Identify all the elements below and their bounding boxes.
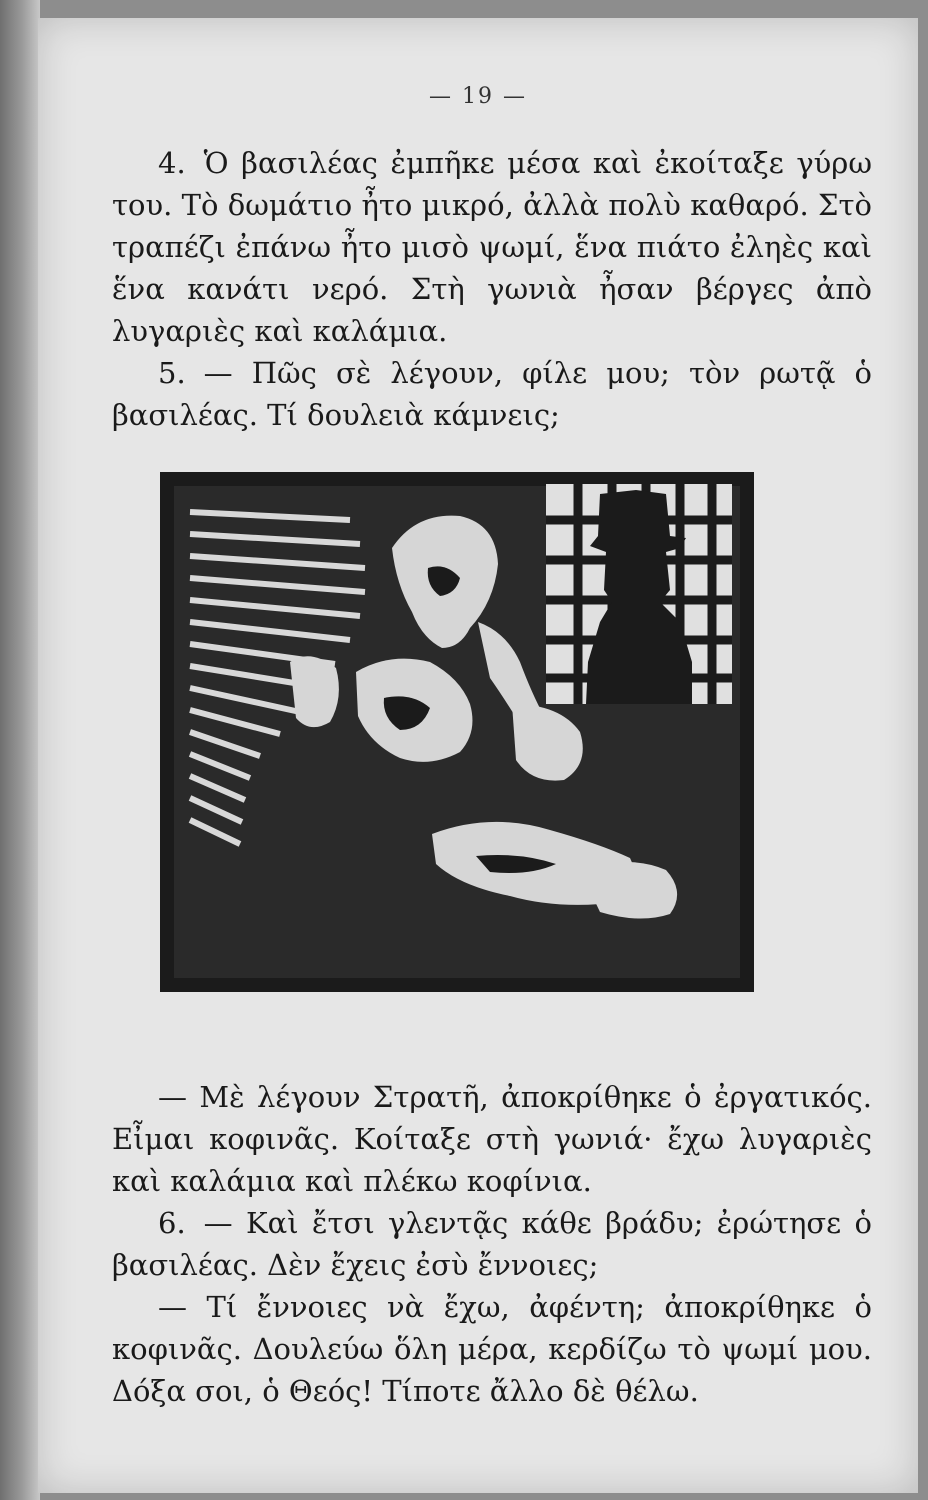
paragraph-reply	[112, 1076, 872, 1202]
paragraph-number: 4.	[158, 146, 186, 180]
paragraph-text: — Μὲ λέγουν Στρατῆ, ἀποκρίθηκε ὁ ἐργατικός. Εἶμαι κοφινᾶς. Κοίταξε στὴ γωνιά· ἔχω λυγαριὲς καὶ καλάμια καὶ πλέκω κοφίνια.	[112, 1080, 872, 1198]
paragraph-4	[112, 142, 872, 352]
paragraph-6	[112, 1202, 872, 1286]
paragraph-number: 5.	[158, 356, 186, 390]
text-block-top	[112, 142, 872, 436]
paragraph-text: — Καὶ ἔτσι γλεντᾷς κάθε βράδυ; ἐρώτησε ὁ βασιλέας. Δὲν ἔχεις ἐσὺ ἔννοιες;	[112, 1206, 872, 1282]
page-number: — 19 —	[429, 84, 527, 109]
woodcut-illustration	[160, 472, 754, 992]
book-page	[38, 18, 918, 1493]
paragraph-text: — Τί ἔννοιες νὰ ἔχω, ἀφέντη; ἀποκρίθηκε ὁ κοφινᾶς. Δουλεύω ὅλη μέρα, κερδίζω τὸ ψωμί μου. Δόξα σοι, ὁ Θεός! Τίποτε ἄλλο δὲ θέλω.	[112, 1290, 872, 1408]
paragraph-reply-2	[112, 1286, 872, 1412]
book-spine-shadow	[0, 0, 40, 1500]
text-block-bottom	[112, 1076, 872, 1412]
paragraph-text: Ὁ βασιλέας ἐμπῆκε μέσα καὶ ἐκοίταξε γύρω του. Τὸ δωμάτιο ἦτο μικρό, ἀλλὰ πολὺ καθαρό. Στὸ τραπέζι ἐπάνω ἦτο μισὸ ψωμί, ἕνα πιάτο ἐληὲς καὶ ἕνα κανάτι νερό. Στὴ γωνιὰ ἦσαν βέργες ἀπὸ λυγαριὲς καὶ καλάμια.	[112, 146, 872, 348]
paragraph-text: — Πῶς σὲ λέγουν, φίλε μου; τὸν ρωτᾷ ὁ βασιλέας. Τί δουλειὰ κάμνεις;	[112, 356, 872, 432]
paragraph-5	[112, 352, 872, 436]
paragraph-number: 6.	[158, 1206, 186, 1240]
barred-window	[546, 484, 732, 704]
